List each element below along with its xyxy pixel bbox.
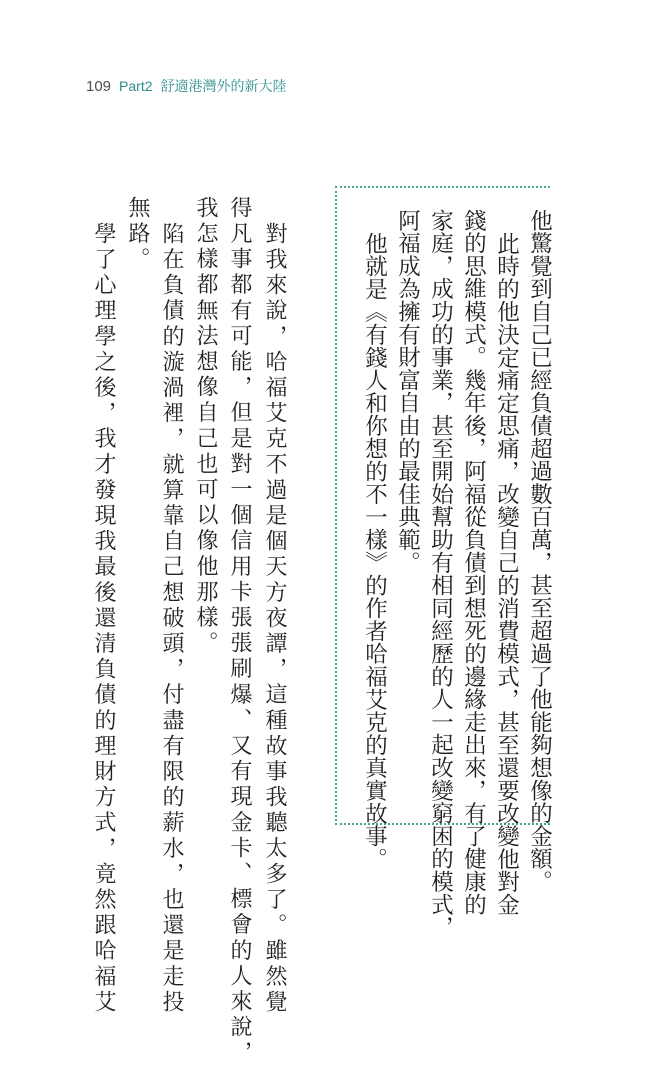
page-number: 109 — [86, 78, 112, 95]
body-line: 我怎樣都無法想像自己也可以像他那樣。 — [193, 196, 218, 657]
box-line: 家庭，成功的事業，甚至開始幫助有相同經歷的人一起改變窮困的模式， — [427, 209, 454, 939]
box-line: 錢的思維模式。幾年後，阿福從負債到想死的邊緣走出來，有了健康的 — [460, 209, 487, 916]
body-line: 學了心理學之後，我才發現我最後還清負債的理財方式，竟然跟哈福艾 — [91, 222, 116, 1016]
part-label: Part2 — [119, 78, 153, 94]
body-line: 得凡事都有可能，但是對一個信用卡張張刷爆、又有現金卡、標會的人來說， — [227, 196, 252, 1066]
box-line: 他驚覺到自己已經負債超過數百萬，甚至超過了他能夠想像的金額。 — [526, 209, 553, 893]
running-header — [86, 76, 287, 96]
body-line: 陷在負債的漩渦裡，就算靠自己想破頭，付盡有限的薪水，也還是走投 — [159, 222, 184, 1016]
box-line: 阿福成為擁有財富自由的最佳典範。 — [394, 209, 421, 574]
box-line: 他就是《有錢人和你想的不一樣》的作者哈福艾克的真實故事。 — [361, 232, 388, 871]
body-line: 對我來說，哈福艾克不過是個天方夜譚，這種故事我聽太多了。雖然覺 — [262, 222, 287, 1016]
chapter-title: 舒適港灣外的新大陸 — [160, 79, 287, 95]
body-line: 無路。 — [125, 196, 150, 273]
story-excerpt-box — [335, 186, 553, 939]
box-line: 此時的他決定痛定思痛，改變自己的消費模式，甚至還要改變他對金 — [493, 232, 520, 916]
